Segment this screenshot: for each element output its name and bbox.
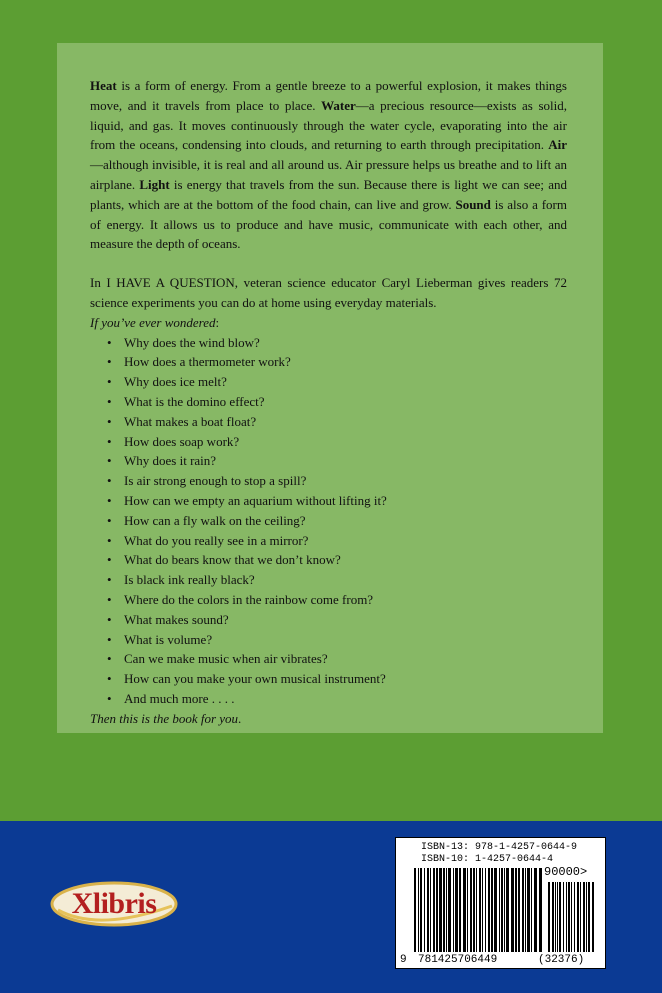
topic-text-sound: is also a form of energy. It allows us to produce and have music, communicate with each other, and measure the depth of oceans. bbox=[90, 196, 567, 252]
topic-text-air: —although invisible, it is real and all around us. Air pressure helps us breathe and to lift an airplane. bbox=[90, 157, 567, 192]
barcode-lead-digit: 9 bbox=[400, 954, 407, 966]
topics-paragraph bbox=[90, 76, 567, 254]
barcode-ean-digits: 781425706449 bbox=[418, 954, 498, 966]
barcode-bars-icon bbox=[404, 865, 600, 956]
barcode-addon-digits: (32376) bbox=[538, 954, 585, 966]
lead-in-text: If you’ve ever wondered bbox=[90, 314, 216, 330]
question-item: • Is black ink really black? bbox=[107, 570, 567, 590]
closing-period: . bbox=[238, 710, 242, 726]
question-item: • What do you really see in a mirror? bbox=[107, 531, 567, 551]
topic-term-water: Water bbox=[321, 97, 356, 113]
isbn-13-text: ISBN-13: 978-1-4257-0644-9 bbox=[421, 842, 578, 853]
back-cover-blurb-panel bbox=[57, 43, 603, 733]
question-item: • How does a thermometer work? bbox=[107, 352, 567, 372]
question-item: • What do bears know that we don’t know? bbox=[107, 550, 567, 570]
topic-term-air: Air bbox=[548, 137, 567, 153]
question-item: • How can a fly walk on the ceiling? bbox=[107, 511, 567, 531]
isbn-barcode bbox=[395, 837, 606, 969]
question-item: • Why does it rain? bbox=[107, 451, 567, 471]
topic-text-water: —a precious resource—exists as solid, liquid, and gas. It moves continuously through the water cycle, evaporating into the air from the oceans, condensing into clouds, and returning to earth through precipitation. bbox=[90, 97, 567, 153]
question-list bbox=[90, 333, 567, 709]
topic-text-light: is energy that travels from the sun. Because there is light we can see; and plants, which are at the bottom of the food chain, can live and grow. bbox=[90, 176, 567, 212]
question-item: • Can we make music when air vibrates? bbox=[107, 649, 567, 669]
question-item: • What makes sound? bbox=[107, 610, 567, 630]
lead-in-line bbox=[90, 313, 567, 333]
topic-text-heat: is a form of energy. From a gentle breeze to a powerful explosion, it makes things move, and it travels from place to place. bbox=[90, 78, 567, 113]
question-item: • Where do the colors in the rainbow come from? bbox=[107, 590, 567, 610]
question-item: • How can you make your own musical instrument? bbox=[107, 669, 567, 689]
question-item: • What makes a boat float? bbox=[107, 412, 567, 432]
closing-line bbox=[90, 709, 567, 729]
question-item: • What is the domino effect? bbox=[107, 392, 567, 412]
question-item: • What is volume? bbox=[107, 630, 567, 650]
logo-text: Xlibris bbox=[71, 887, 157, 920]
lead-in-colon: : bbox=[215, 314, 220, 330]
topic-term-heat: Heat bbox=[90, 78, 117, 93]
closing-text: Then this is the book for you bbox=[90, 710, 239, 726]
question-item: • And much more . . . . bbox=[107, 689, 567, 709]
question-item: • Is air strong enough to stop a spill? bbox=[107, 471, 567, 491]
addon-price-text: 90000> bbox=[544, 865, 588, 879]
xlibris-logo bbox=[48, 876, 180, 932]
topic-term-light: Light bbox=[139, 176, 170, 192]
intro-paragraph: In I HAVE A QUESTION, veteran science educator Caryl Lieberman gives readers 72 science experiments you can do at home using everyday materials. bbox=[90, 275, 567, 310]
question-item: • Why does ice melt? bbox=[107, 372, 567, 392]
question-item: • Why does the wind blow? bbox=[107, 333, 567, 353]
topic-term-sound: Sound bbox=[455, 196, 491, 212]
isbn-10-text: ISBN-10: 1-4257-0644-4 bbox=[421, 854, 554, 865]
question-item: • How can we empty an aquarium without lifting it? bbox=[107, 491, 567, 511]
question-item: • How does soap work? bbox=[107, 432, 567, 452]
